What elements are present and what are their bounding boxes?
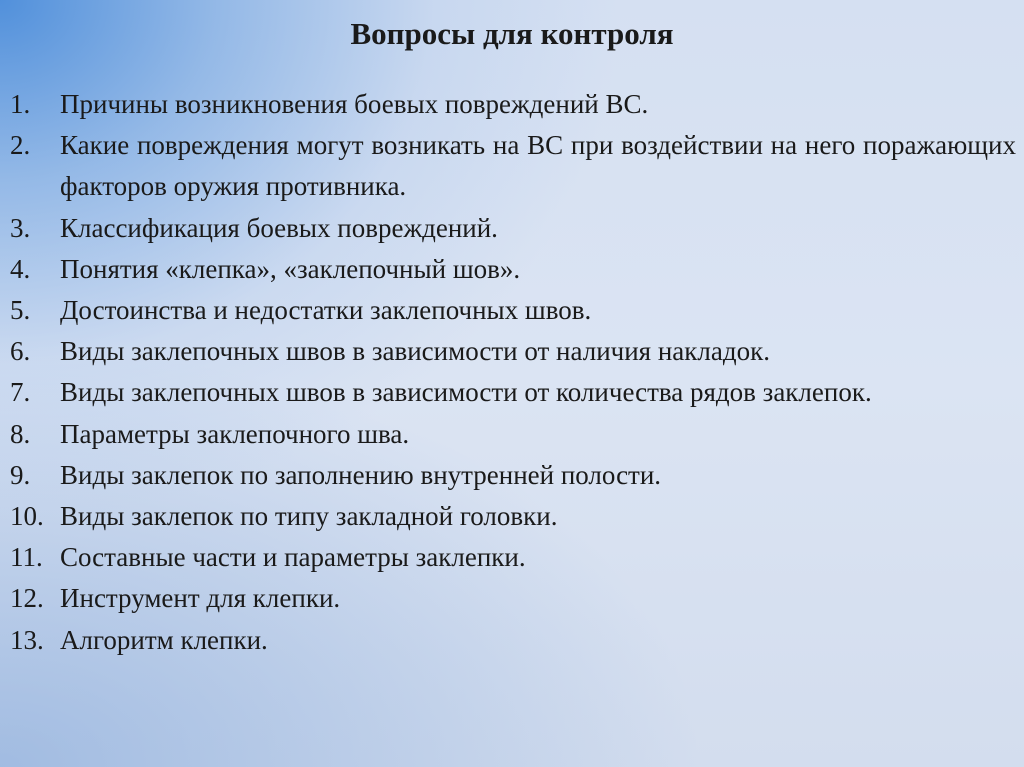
list-item [10,372,1016,413]
list-item [10,414,1016,455]
item-text: Инструмент для клепки. [60,583,341,614]
item-text: Виды заклепочных швов в зависимости от количества рядов заклепок. [60,377,872,408]
item-number: 11. [10,542,43,573]
list-item [10,331,1016,372]
list-item [10,537,1016,578]
list-item [10,125,1016,207]
list-item [10,578,1016,619]
item-text: Параметры заклепочного шва. [60,418,410,449]
item-number: 13. [10,624,44,655]
list-item [10,290,1016,331]
item-text: Понятия «клепка», «заклепочный шов». [60,253,521,284]
item-number: 6. [10,336,31,367]
item-text: Виды заклепочных швов в зависимости от наличия накладок. [60,336,770,367]
item-text: Какие повреждения могут возникать на ВС при воздействии на него поражающих факторов оружия противника. [60,130,1016,202]
item-number: 4. [10,253,31,284]
list-item [10,208,1016,249]
item-text: Классификация боевых повреждений. [60,212,498,243]
item-text: Алгоритм клепки. [60,624,268,655]
list-item [10,249,1016,290]
item-number: 2. [10,130,31,161]
item-number: 12. [10,583,44,614]
item-text: Составные части и параметры заклепки. [60,542,526,573]
list-item [10,84,1016,125]
item-number: 1. [10,89,31,119]
list-item [10,455,1016,496]
item-text: Достоинства и недостатки заклепочных швов. [60,295,592,326]
list-item [10,620,1016,661]
item-number: 7. [10,377,31,408]
slide-title: Вопросы для контроля [350,16,674,51]
item-number: 8. [10,418,31,449]
item-number: 10. [10,501,44,532]
item-number: 3. [10,212,31,243]
item-text: Виды заклепок по типу закладной головки. [60,501,558,532]
item-number: 9. [10,459,31,490]
list-item [10,496,1016,537]
item-text: Виды заклепок по заполнению внутренней полости. [60,459,662,490]
question-list [10,84,1016,661]
item-text: Причины возникновения боевых повреждений ВС. [60,89,649,119]
item-number: 5. [10,295,31,326]
